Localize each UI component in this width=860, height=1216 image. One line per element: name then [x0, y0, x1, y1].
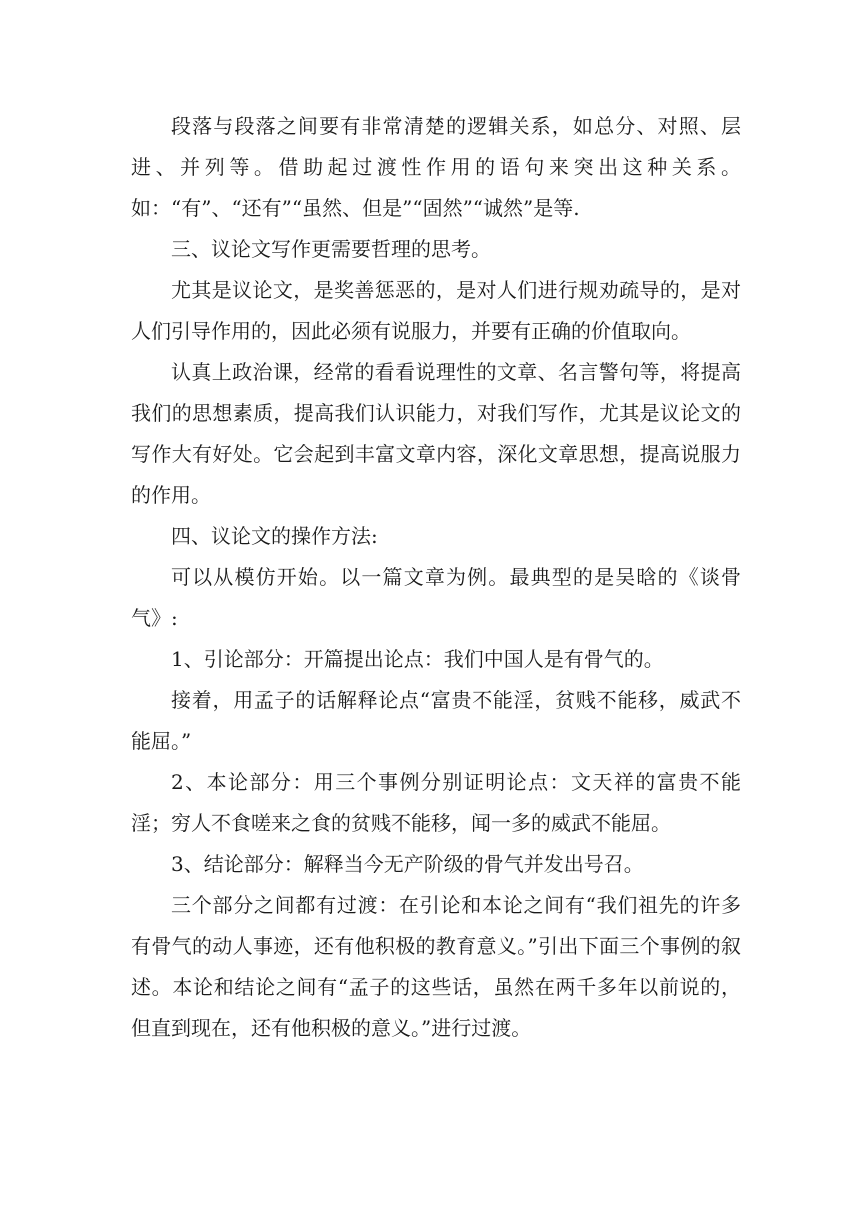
- heading-section-4: 四、议论文的操作方法:: [171, 524, 378, 548]
- paragraph-argumentative-purpose: 尤其是议论文，是奖善惩恶的，是对人们进行规劝疏导的，是对人们引导作用的，因此必须有说服力，并要有正确的价值取向。: [131, 278, 741, 343]
- paragraph-politics-class: 认真上政治课，经常的看看说理性的文章、名言警句等，将提高我们的思想素质，提高我们认识能力，对我们写作，尤其是议论文的写作大有好处。它会起到丰富文章内容，深化文章思想，提高说服力的作用。: [131, 360, 741, 507]
- paragraph-imitation-example: 可以从模仿开始。以一篇文章为例。最典型的是吴晗的《谈骨气》:: [131, 565, 741, 630]
- paragraph-transitions: 三个部分之间都有过渡：在引论和本论之间有“我们祖先的许多有骨气的动人事迹，还有他积极的教育意义。”引出下面三个事例的叙述。本论和结论之间有“孟子的这些话，虽然在两千多年以前说的，但直到现在，还有他积极的意义。”进行过渡。: [131, 893, 741, 1040]
- paragraph-mencius-quote: 接着，用孟子的话解释论点“富贵不能淫，贫贱不能移，威武不能屈。”: [131, 688, 741, 753]
- heading-section-3: 三、议论文写作更需要哲理的思考。: [171, 237, 491, 261]
- list-item-introduction: 1、引论部分：开篇提出论点：我们中国人是有骨气的。: [171, 647, 664, 671]
- list-item-body-argument: 2、本论部分：用三个事例分别证明论点：文天祥的富贵不能淫；穷人不食嗟来之食的贫贱不能移，闻一多的威武不能屈。: [131, 770, 741, 835]
- document-body: [131, 106, 741, 1049]
- list-item-conclusion: 3、结论部分：解释当今无产阶级的骨气并发出号召。: [171, 852, 644, 876]
- paragraph-logic-relations: 段落与段落之间要有非常清楚的逻辑关系，如总分、对照、层进、并列等。借助起过渡性作用的语句来突出这种关系。如：“有”、“还有”“虽然、但是”“固然”“诚然”是等.: [131, 114, 741, 220]
